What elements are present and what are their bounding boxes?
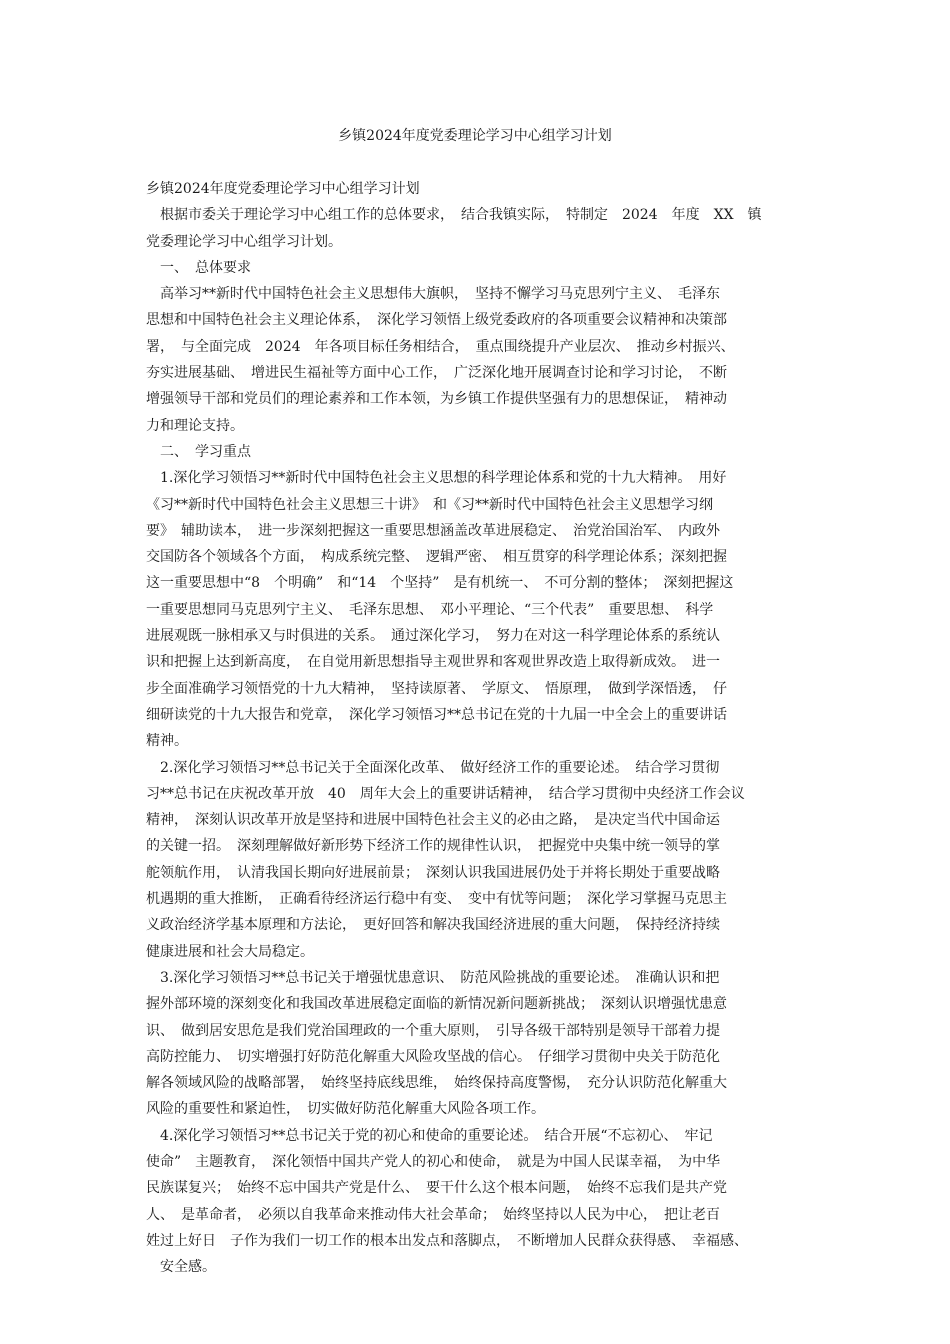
- text-line: 《习**新时代中国特色社会主义思想三十讲》 和《习**新时代中国特色社会主义思想学习纲: [146, 496, 713, 513]
- text-line: 健康进展和社会大局稳定。: [146, 943, 314, 960]
- text-line: 习**总书记在庆祝改革开放 40 周年大会上的重要讲话精神， 结合学习贯彻中央经济工作会议: [146, 785, 745, 802]
- text-line: 使命” 主题教育， 深化领悟中国共产党人的初心和使命， 就是为中国人民谋幸福， 为中华: [146, 1153, 721, 1170]
- text-line: 安全感。: [146, 1259, 216, 1276]
- text-line: 夯实进展基础、 增进民生福祉等方面中心工作， 广泛深化地开展调查讨论和学习讨论， 不断: [146, 365, 727, 382]
- text-line: 3.深化学习领悟习**总书记关于增强忧患意识、 防范风险挑战的重要论述。 准确认识和把: [146, 969, 720, 986]
- text-line: 一重要思想同马克思列宁主义、 毛泽东思想、 邓小平理论、“三个代表” 重要思想、 科学: [146, 601, 714, 618]
- text-line: 根据市委关于理论学习中心组工作的总体要求， 结合我镇实际， 特制定 2024 年度 XX 镇: [146, 207, 762, 224]
- text-line: 风险的重要性和紧迫性， 切实做好防范化解重大风险各项工作。: [146, 1101, 545, 1118]
- text-line: 二、 学习重点: [146, 443, 251, 460]
- text-line: 识和把握上达到新高度， 在自觉用新思想指导主观世界和客观世界改造上取得新成效。 进一: [146, 654, 720, 671]
- text-line: 乡镇2024年度党委理论学习中心组学习计划: [146, 181, 420, 197]
- text-line: 人、 是革命者， 必须以自我革命来推动伟大社会革命； 始终坚持以人民为中心， 把让老百: [146, 1206, 720, 1223]
- text-line: 精神， 深刻认识改革开放是坚持和进展中国特色社会主义的必由之路， 是决定当代中国命运: [146, 812, 720, 829]
- text-line: 力和理论支持。: [146, 417, 244, 434]
- document-body: [146, 176, 812, 1280]
- text-line: 握外部环境的深刻变化和我国改革进展稳定面临的新情况新问题新挑战； 深刻认识增强忧患意: [146, 996, 727, 1013]
- text-line: 增强领导干部和党员们的理论素养和工作本领，为乡镇工作提供坚强有力的思想保证， 精神动: [146, 391, 727, 408]
- text-line: 党委理论学习中心组学习计划。: [146, 233, 342, 250]
- text-line: 义政治经济学基本原理和方法论， 更好回答和解决我国经济进展的重大问题， 保持经济持续: [146, 917, 720, 934]
- text-line: 2.深化学习领悟习**总书记关于全面深化改革、 做好经济工作的重要论述。 结合学习贯彻: [146, 759, 720, 776]
- text-line: 4.深化学习领悟习**总书记关于党的初心和使命的重要论述。 结合开展“不忘初心、 牢记: [146, 1127, 713, 1144]
- text-line: 解各领域风险的战略部署， 始终坚持底线思维， 始终保持高度警惕， 充分认识防范化解重大: [146, 1075, 727, 1092]
- text-line: 1.深化学习领悟习**新时代中国特色社会主义思想的科学理论体系和党的十九大精神。 用好: [146, 470, 727, 487]
- text-line: 高防控能力、 切实增强打好防范化解重大风险攻坚战的信心。 仔细学习贯彻中央关于防范化: [146, 1048, 720, 1065]
- text-line: 一、 总体要求: [146, 259, 251, 276]
- text-line: 交国防各个领域各个方面， 构成系统完整、 逻辑严密、 相互贯穿的科学理论体系；深刻把握: [146, 549, 727, 566]
- text-line: 姓过上好日 子作为我们一切工作的根本出发点和落脚点， 不断增加人民群众获得感、 幸福感、: [146, 1232, 748, 1249]
- text-line: 思想和中国特色社会主义理论体系， 深化学习领悟上级党委政府的各项重要会议精神和决策部: [146, 312, 727, 329]
- text-line: 舵领航作用， 认清我国长期向好进展前景； 深刻认识我国进展仍处于并将长期处于重要战略: [146, 864, 720, 881]
- text-line: 的关键一招。 深刻理解做好新形势下经济工作的规律性认识， 把握党中央集中统一领导的掌: [146, 838, 720, 855]
- text-line: 民族谋复兴； 始终不忘中国共产党是什么、 要干什么这个根本问题， 始终不忘我们是共产党: [146, 1180, 727, 1197]
- text-line: 进展观既一脉相承又与时俱进的关系。 通过深化学习， 努力在对这一科学理论体系的系统认: [146, 628, 720, 645]
- text-line: 要》 辅助读本， 进一步深刻把握这一重要思想涵盖改革进展稳定、 治党治国治军、 内政外: [146, 522, 720, 539]
- text-line: 署， 与全面完成 2024 年各项目标任务相结合， 重点围绕提升产业层次、 推动乡村振兴、: [146, 338, 735, 355]
- text-line: 这一重要思想中“8 个明确” 和“14 个坚持” 是有机统一、 不可分割的整体； 深刻把握这: [146, 575, 734, 592]
- text-line: 识、 做到居安思危是我们党治国理政的一个重大原则， 引导各级干部特别是领导干部着力提: [146, 1022, 720, 1039]
- text-line: 细研读党的十九大报告和党章， 深化学习领悟习**总书记在党的十九届一中全会上的重要讲话: [146, 706, 727, 723]
- text-line: 机遇期的重大推断， 正确看待经济运行稳中有变、 变中有忧等问题； 深化学习掌握马克思主: [146, 891, 727, 908]
- text-line: 高举习**新时代中国特色社会主义思想伟大旗帜， 坚持不懈学习马克思列宁主义、 毛泽东: [146, 286, 720, 303]
- text-line: 步全面准确学习领悟党的十九大精神， 坚持读原著、 学原文、 悟原理， 做到学深悟透， 仔: [146, 680, 727, 697]
- text-line: 精神。: [146, 733, 188, 750]
- document-title: 乡镇2024年度党委理论学习中心组学习计划: [338, 128, 612, 144]
